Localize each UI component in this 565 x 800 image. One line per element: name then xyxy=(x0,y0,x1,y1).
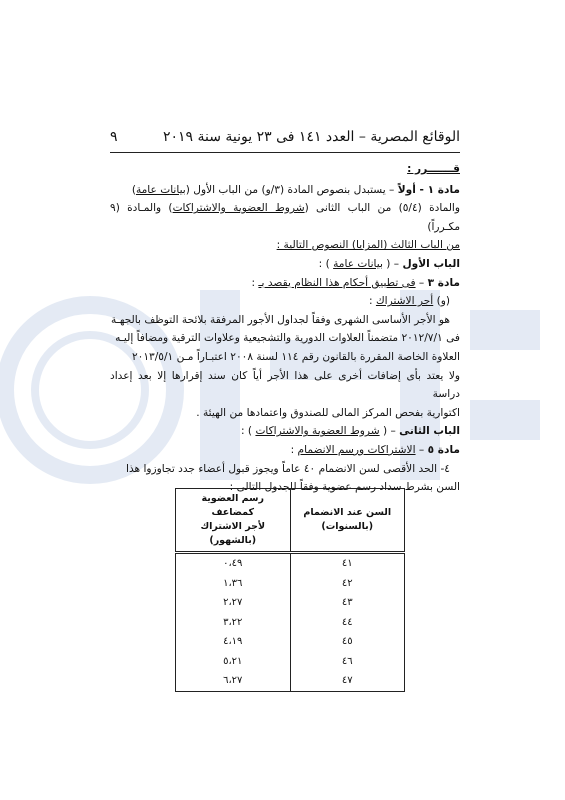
article-3-end: : xyxy=(251,276,259,289)
paragraph-line-4: ولا يعتد بأى إضافات أخرى على هذا الأجر أياً كان سند إقرارها إلا بعد إعداد دراسة xyxy=(110,369,460,401)
age-cell: ٤١ xyxy=(290,553,405,574)
table-row xyxy=(176,671,405,691)
item-waw xyxy=(110,292,460,311)
fee-cell: ٤،١٩ xyxy=(176,632,291,652)
article-5-end: : xyxy=(290,443,298,456)
part-1-heading xyxy=(110,255,460,274)
paragraph-line-5: اكتوارية بفحص المركز المالى للصندوق واعتمادها من الهيئة . xyxy=(196,406,460,419)
column-header-fee xyxy=(176,489,291,553)
article-1-underlined-2: شروط العضوية والاشتراكات xyxy=(172,202,305,215)
age-cell: ٤٤ xyxy=(290,613,405,633)
article-3-subject: فى تطبيق أحكام هذا النظام يقصد بـ xyxy=(258,276,416,289)
fee-cell: ١،٣٦ xyxy=(176,574,291,594)
paragraph-line-3: العلاوة الخاصة المقررة بالقانون رقم ١١٤ لسنة ٢٠٠٨ اعتبـاراً مـن ٢٠١٣/٥/١ xyxy=(131,350,460,363)
article-3-lead: مادة ٣ xyxy=(427,276,460,289)
fee-cell: ٣،٢٢ xyxy=(176,613,291,633)
table-row xyxy=(176,553,405,574)
item-waw-subject: أجر الاشتراك xyxy=(375,295,434,308)
page-number: ٩ xyxy=(110,129,118,145)
column-header-age-line-1: السن عند الانضمام xyxy=(303,507,392,518)
table-row xyxy=(176,613,405,633)
age-cell: ٤٢ xyxy=(290,574,405,594)
age-cell: ٤٧ xyxy=(290,671,405,691)
column-header-fee-line-2: لأجر الاشتراك (بالشهور) xyxy=(200,521,266,546)
part-1-title: الباب الأول xyxy=(402,257,460,270)
part-2-subject: شروط العضوية والاشتراكات xyxy=(255,425,380,438)
article-1-line-3: من الباب الثالث (المزايا) النصوص التالية : xyxy=(276,239,460,252)
part-1-end: ) : xyxy=(318,257,334,270)
table-row xyxy=(176,574,405,594)
fee-cell: ٢،٢٧ xyxy=(176,593,291,613)
article-1-line-2 xyxy=(110,199,460,236)
part-1-dash: – ( xyxy=(382,257,403,270)
part-2-end: ) : xyxy=(241,425,256,438)
article-1-text: – يستبدل بنصوص المادة (٣/و) من الباب الأول ( xyxy=(185,183,398,196)
paragraph-line-2: فى ٢٠١٢/٧/١ متضمناً العلاوات الدورية والتشجيعية وعلاوات الترقية ومضافاً إليـه xyxy=(115,332,460,345)
clause-4-line-1: ٤- الحد الأقصى لسن الانضمام ٤٠ عاماً ويجوز قبول أعضاء جدد تجاوزوا هذا xyxy=(126,462,450,475)
article-5-subject: الاشتراكات ورسم الانضمام xyxy=(297,443,416,456)
article-1-line-1 xyxy=(110,181,460,200)
paragraph-line-1: هو الأجر الأساسى الشهرى وفقاً لجداول الأجور المرفقة بلائحة التوظف بالجهـة xyxy=(111,313,450,326)
decision-title: قـــــــرر : xyxy=(407,163,460,175)
page-header xyxy=(110,126,460,148)
fee-cell: ٦،٢٧ xyxy=(176,671,291,691)
age-cell: ٤٥ xyxy=(290,632,405,652)
table-row xyxy=(176,593,405,613)
table-row xyxy=(176,652,405,672)
clause-4-line-2: السن بشرط سداد رسم عضوية وفقاً للجدول التالى : xyxy=(229,481,460,494)
part-2-title: الباب الثانى xyxy=(399,425,460,438)
article-5-lead: مادة ٥ xyxy=(427,443,460,456)
age-cell: ٤٦ xyxy=(290,652,405,672)
article-5 xyxy=(110,441,460,460)
column-header-age xyxy=(290,489,405,553)
table-header-row xyxy=(176,489,405,553)
article-1-paren: ) xyxy=(131,183,136,196)
article-1-text-2: والمادة (٥/٤) من الباب الثانى ( xyxy=(304,202,460,215)
membership-fee-table-wrapper xyxy=(175,488,405,692)
article-3 xyxy=(110,274,460,293)
item-waw-label: (و) xyxy=(436,295,450,308)
membership-fee-table xyxy=(175,488,405,692)
part-1-subject: بيانات عامة xyxy=(333,257,383,270)
fee-cell: ٠،٤٩ xyxy=(176,553,291,574)
article-5-dash: – xyxy=(415,443,428,456)
article-1-text-3: ) والمـادة (٩ مكـرراً) xyxy=(110,202,460,233)
fee-cell: ٥،٢١ xyxy=(176,652,291,672)
table-row xyxy=(176,632,405,652)
header-rule xyxy=(110,152,460,153)
item-waw-end: : xyxy=(369,295,376,308)
part-2-heading xyxy=(110,422,460,441)
article-3-dash: – xyxy=(415,276,428,289)
column-header-age-line-2: (بالسنوات) xyxy=(321,521,374,532)
article-1-underlined-1: بيانات عامة xyxy=(135,183,186,196)
age-cell: ٤٣ xyxy=(290,593,405,613)
part-2-dash: – ( xyxy=(379,425,400,438)
running-title: الوقائع المصرية – العدد ١٤١ فى ٢٣ يونية سنة ٢٠١٩ xyxy=(162,129,460,145)
article-1-lead: مادة ١ - أولاً xyxy=(397,183,460,196)
document-body xyxy=(110,160,460,497)
column-header-fee-line-1: رسم العضوية كمضاعف xyxy=(201,493,264,518)
